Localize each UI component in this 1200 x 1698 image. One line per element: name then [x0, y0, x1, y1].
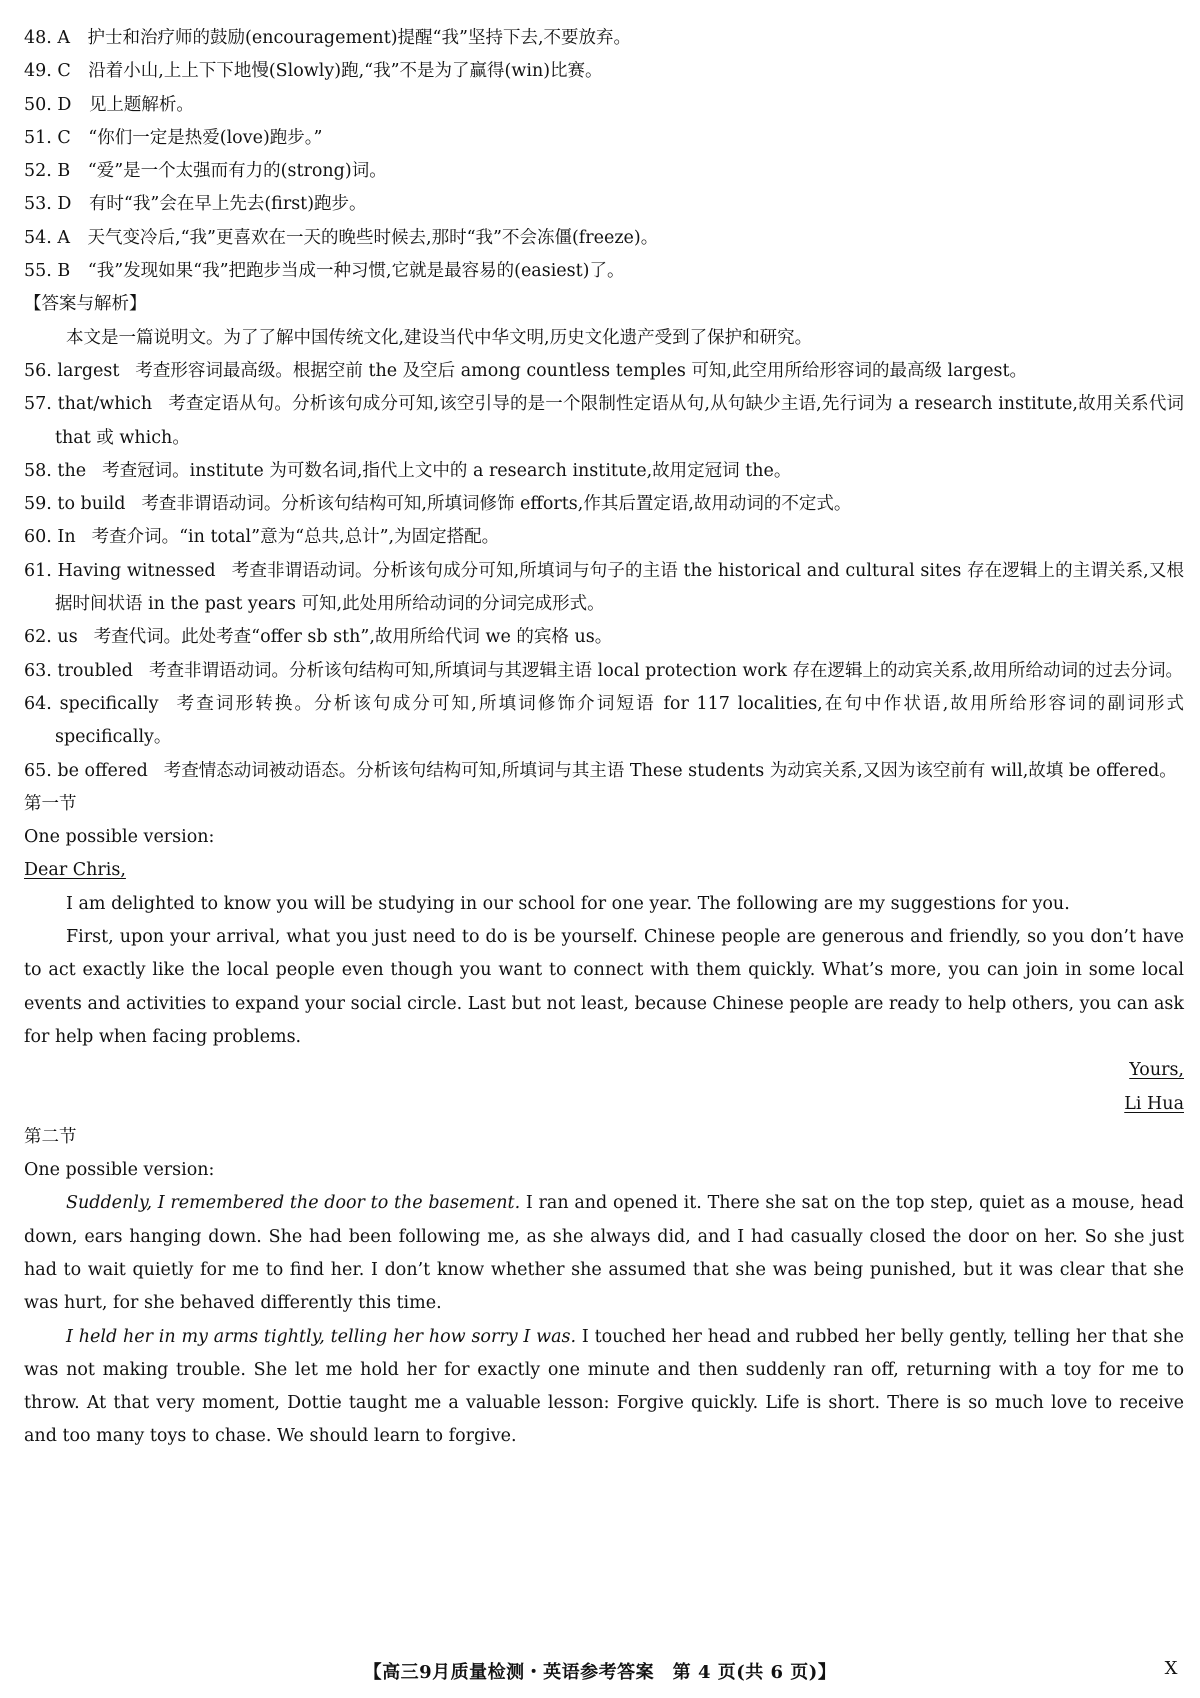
version-mark: X	[1164, 1658, 1178, 1679]
item-explanation: 护士和治疗师的鼓励(encouragement)提醒“我”坚持下去,不要放弃。	[87, 28, 632, 48]
item-number: 57.	[24, 394, 52, 415]
item-number: 59.	[24, 494, 52, 515]
page-footer	[0, 1658, 1200, 1684]
item-explanation: 考查冠词。institute 为可数名词,指代上文中的 a research institute,故用定冠词 the。	[102, 460, 792, 481]
item-explanation: “我”发现如果“我”把跑步当成一种习惯,它就是最容易的(easiest)了。	[87, 261, 625, 282]
story-paragraph	[24, 1187, 1184, 1320]
item-answer: the	[57, 460, 87, 481]
item-number: 55. B	[24, 261, 71, 282]
item-explanation: 考查介词。“in total”意为“总共,总计”,为固定搭配。	[91, 527, 500, 548]
paragraph-body: I ran and opened it. There she sat on the top step, quiet as a mouse, head down, ears hanging down. She had been following me, as she always did, and I had casually closed the door on her. So she just had to wait quietly for me to find her. I don’t know whether she assumed that she was being punished, but it was clear that she was hurt, for she behaved differently this time.	[24, 1193, 1185, 1314]
item-explanation: “爱”是一个太强而有力的(strong)词。	[87, 161, 387, 182]
item-answer: troubled	[57, 660, 133, 681]
answer-item	[24, 555, 1184, 622]
item-explanation: 天气变冷后,“我”更喜欢在一天的晚些时候去,那时“我”不会冻僵(freeze)。	[87, 227, 659, 248]
item-explanation: “你们一定是热爱(love)跑步。”	[88, 127, 323, 148]
letter-salutation: Dear Chris,	[24, 860, 126, 881]
item-explanation: 考查代词。此处考查“offer sb sth”,故用所给代词 we 的宾格 us。	[93, 627, 613, 648]
item-number: 65.	[24, 760, 52, 781]
answer-item	[24, 521, 1184, 554]
writing-section-1	[24, 788, 1184, 1121]
answer-item	[24, 355, 1184, 388]
answer-item	[24, 621, 1184, 654]
answer-item	[24, 155, 1184, 188]
item-number: 48. A	[24, 28, 71, 48]
item-explanation: 有时“我”会在早上先去(first)跑步。	[88, 194, 367, 215]
version-label: One possible version:	[24, 827, 215, 848]
answer-item	[24, 188, 1184, 221]
answer-item	[24, 122, 1184, 155]
item-answer: to build	[57, 494, 126, 515]
item-number: 56.	[24, 360, 52, 381]
section-heading: 第二节	[24, 1126, 77, 1147]
section-heading: 第一节	[24, 793, 77, 814]
section-heading: 【答案与解析】	[24, 294, 147, 315]
letter-paragraph: I am delighted to know you will be studying in our school for one year. The following are my suggestions for you.	[66, 893, 1070, 914]
item-explanation: 考查形容词最高级。根据空前 the 及空后 among countless temples 可知,此空用所给形容词的最高级 largest。	[135, 360, 1027, 381]
footer-text: 【高三9月质量检测・英语参考答案 第 4 页(共 6 页)】	[363, 1662, 837, 1683]
item-number: 53. D	[24, 194, 72, 215]
letter-closing: Yours,	[1129, 1060, 1184, 1081]
item-explanation: 考查非谓语动词。分析该句结构可知,所填词与其逻辑主语 local protection work 存在逻辑上的动宾关系,故用所给动词的过去分词。	[149, 660, 1184, 681]
item-answer: us	[57, 627, 78, 648]
answer-item	[24, 255, 1184, 288]
answer-item	[24, 22, 1184, 55]
item-number: 52. B	[24, 161, 71, 182]
answer-item	[24, 55, 1184, 88]
item-explanation: 见上题解析。	[88, 94, 194, 115]
answer-item	[24, 755, 1184, 788]
item-explanation: 考查定语从句。分析该句成分可知,该空引导的是一个限制性定语从句,从句缺少主语,先行词为 a research institute,故用关系代词 that 或 which。	[55, 394, 1184, 448]
item-number: 64.	[24, 693, 52, 714]
writing-section-2	[24, 1121, 1184, 1454]
item-number: 51. C	[24, 127, 71, 148]
answer-item	[24, 688, 1184, 755]
item-answer: largest	[57, 360, 120, 381]
item-number: 49. C	[24, 61, 71, 82]
letter-signature: Li Hua	[1124, 1093, 1184, 1114]
vocab-answers	[24, 22, 1184, 288]
item-explanation: 考查词形转换。分析该句成分可知,所填词修饰介词短语 for 117 localities,在句中作状语,故用所给形容词的副词形式 specifically。	[55, 693, 1184, 748]
answer-page	[24, 22, 1184, 1454]
passage-intro: 本文是一篇说明文。为了了解中国传统文化,建设当代中华文明,历史文化遗产受到了保护和研究。	[66, 327, 813, 348]
letter-paragraph: First, upon your arrival, what you just need to do is be yourself. Chinese people are generous and friendly, so you don’t have to act exactly like the local people even though you want to connect with them quickly. What’s more, you can join in some local events and activities to expand your social circle. Last but not least, because Chinese people are ready to help others, you can ask for help when facing problems.	[24, 927, 1184, 1047]
paragraph-lead: I held her in my arms tightly, telling her how sorry I was.	[66, 1326, 577, 1347]
item-number: 58.	[24, 460, 52, 481]
version-label: One possible version:	[24, 1160, 215, 1181]
paragraph-body: I touched her head and rubbed her belly gently, telling her that she was not making trouble. She let me hold her for exactly one minute and then suddenly ran off, returning with a toy for me to throw. At that very moment, Dottie taught me a valuable lesson: Forgive quickly. Life is short. There is so much love to receive and too many toys to chase. We should learn to forgive.	[24, 1326, 1184, 1447]
item-answer: be offered	[57, 760, 148, 781]
answer-item	[24, 488, 1184, 521]
item-explanation: 考查非谓语动词。分析该句结构可知,所填词修饰 efforts,作其后置定语,故用动词的不定式。	[141, 494, 852, 515]
item-number: 50. D	[24, 94, 72, 115]
answer-item	[24, 89, 1184, 122]
story-paragraph	[24, 1321, 1184, 1454]
item-number: 61.	[24, 560, 52, 581]
item-answer: In	[57, 527, 76, 548]
item-explanation: 沿着小山,上上下下地慢(Slowly)跑,“我”不是为了赢得(win)比赛。	[88, 61, 603, 82]
item-number: 63.	[24, 660, 52, 681]
item-answer: specifically	[59, 693, 159, 714]
answer-item	[24, 222, 1184, 255]
item-explanation: 考查情态动词被动语态。分析该句结构可知,所填词与其主语 These students 为动宾关系,又因为该空前有 will,故填 be offered。	[163, 760, 1177, 781]
paragraph-lead: Suddenly, I remembered the door to the basement.	[66, 1193, 521, 1214]
item-number: 54. A	[24, 227, 71, 248]
item-number: 60.	[24, 527, 52, 548]
answer-item	[24, 655, 1184, 688]
item-answer: that/which	[57, 394, 153, 415]
item-number: 62.	[24, 627, 52, 648]
answer-item	[24, 388, 1184, 455]
item-explanation: 考查非谓语动词。分析该句成分可知,所填词与句子的主语 the historical and cultural sites 存在逻辑上的主谓关系,又根据时间状语 in the past years 可知,此处用所给动词的分词完成形式。	[55, 560, 1184, 615]
answer-item	[24, 455, 1184, 488]
grammar-answers	[24, 355, 1184, 788]
item-answer: Having witnessed	[57, 560, 216, 581]
